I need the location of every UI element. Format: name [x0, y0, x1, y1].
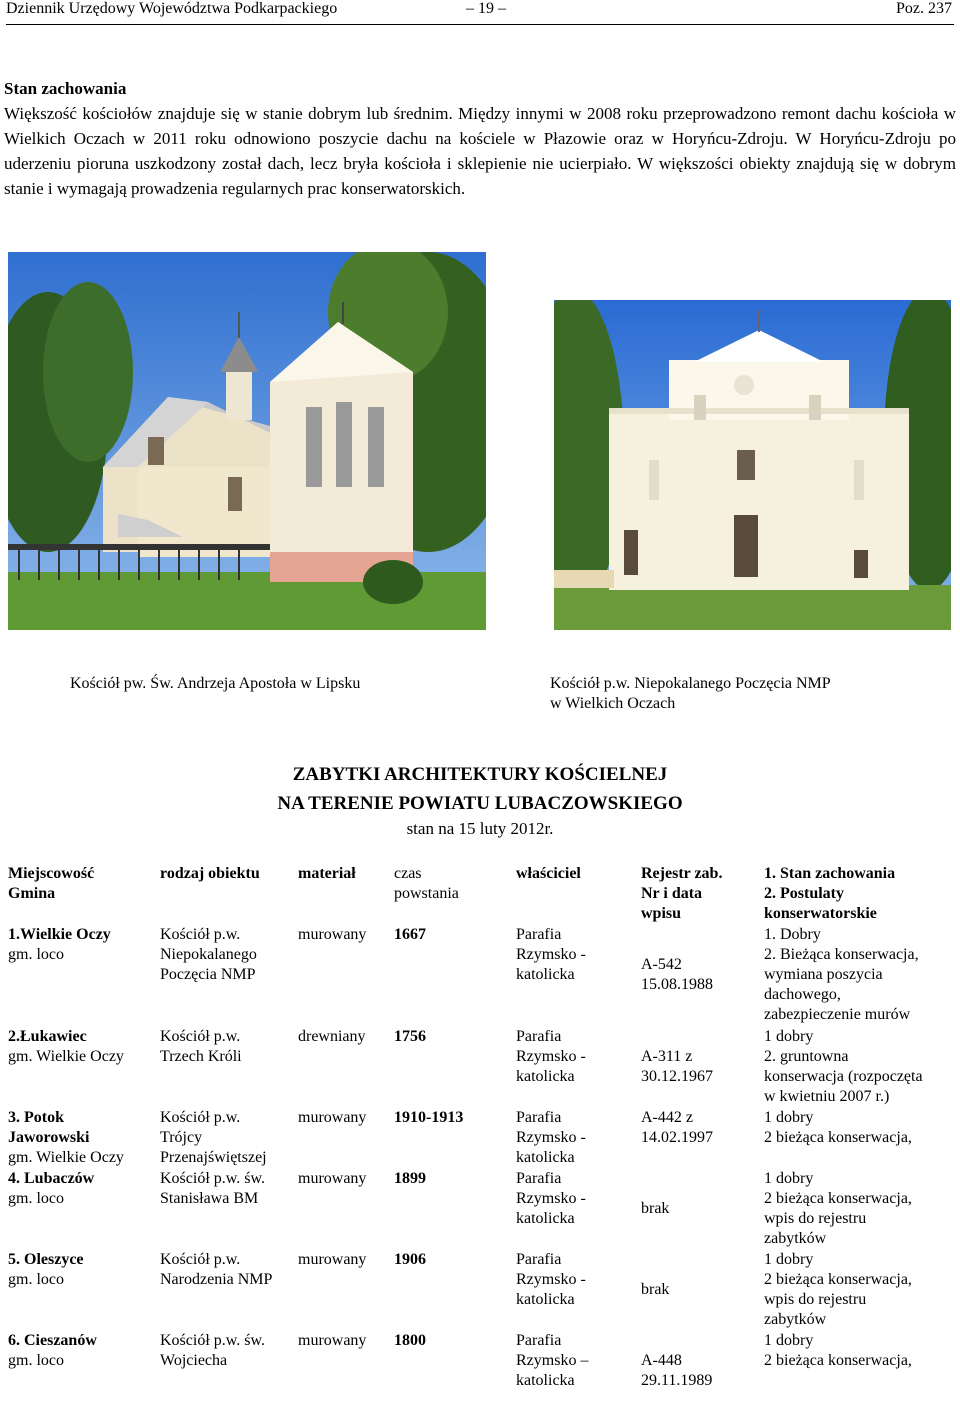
row1-state: 1. Dobry 2. Bieżąca konserwacja, wymiana poszycia dachowego, zabezpieczenie murów — [764, 926, 919, 1023]
church-photo-lipsko — [8, 252, 486, 630]
row2-register: A-311 z 30.12.1967 — [641, 1048, 713, 1085]
row4-year: 1899 — [394, 1170, 426, 1187]
row1-object: Kościół p.w. Niepokalanego Poczęcia NMP — [160, 926, 257, 983]
section-paragraph: Większość kościołów znajduje się w stanie dobrym lub średnim. Między innymi w 2008 roku przeprowadzono remont dachu kościoła w Wielkich Oczach w 2011 roku odnowiono poszycie dachu na kościele w Płazowie oraz w Horyńcu-Zdroju. W Horyńcu-Zdroju po uderzeniu pioruna uszkodzony został dach, lecz bryła kościoła i sklepienie nie ucierpiało. W większości obiekty znajdują się w dobrym stanie i wymagają prowadzenia regularnych prac konserwatorskich. — [4, 104, 956, 198]
row6-state: 1 dobry 2 bieżąca konserwacja, — [764, 1332, 912, 1369]
row2-year: 1756 — [394, 1028, 426, 1045]
row2-place: 2.Łukawiec gm. Wielkie Oczy — [8, 1028, 124, 1065]
header-material: materiał — [298, 865, 356, 882]
row1-material: murowany — [298, 926, 367, 943]
church-photo-wielkie-oczy — [554, 300, 951, 630]
row3-object: Kościół p.w. Trójcy Przenajświętszej — [160, 1109, 267, 1166]
row4-material: murowany — [298, 1170, 367, 1187]
row3-state: 1 dobry 2 bieżąca konserwacja, — [764, 1109, 912, 1146]
left-photo-caption: Kościół pw. Św. Andrzeja Apostoła w Lipsku — [70, 675, 361, 692]
row3-register: A-442 z 14.02.1997 — [641, 1109, 713, 1146]
row4-state: 1 dobry 2 bieżąca konserwacja, wpis do rejestru zabytków — [764, 1170, 912, 1247]
row5-owner: Parafia Rzymsko - katolicka — [516, 1251, 586, 1308]
row1-place: 1.Wielkie Oczy gm. loco — [8, 926, 111, 963]
row4-object: Kościół p.w. św. Stanisława BM — [160, 1170, 266, 1207]
row5-register: brak — [641, 1281, 670, 1298]
row6-owner: Parafia Rzymsko – katolicka — [516, 1332, 589, 1389]
row1-year: 1667 — [394, 926, 426, 943]
title-date: stan na 15 luty 2012r. — [406, 819, 554, 838]
header-object-type: rodzaj obiektu — [160, 865, 260, 882]
row6-register: A-448 29.11.1989 — [641, 1352, 713, 1389]
row3-place: 3. Potok Jaworowski gm. Wielkie Oczy — [8, 1109, 124, 1166]
row6-place: 6. Cieszanów gm. loco — [8, 1332, 97, 1369]
row6-object: Kościół p.w. św. Wojciecha — [160, 1332, 266, 1369]
row4-owner: Parafia Rzymsko - katolicka — [516, 1170, 586, 1227]
header-time: czas powstania — [394, 865, 459, 902]
condition-section — [4, 76, 956, 201]
header-register: Rejestr zab. Nr i data wpisu — [641, 865, 723, 922]
row3-year: 1910-1913 — [394, 1109, 464, 1126]
header-rule — [6, 24, 954, 25]
row5-object: Kościół p.w. Narodzenia NMP — [160, 1251, 273, 1288]
row2-material: drewniany — [298, 1028, 366, 1045]
title-line-1: ZABYTKI ARCHITEKTURY KOŚCIELNEJ — [292, 764, 668, 785]
row2-owner: Parafia Rzymsko - katolicka — [516, 1028, 586, 1085]
row3-material: murowany — [298, 1109, 367, 1126]
row5-year: 1906 — [394, 1251, 426, 1268]
row2-object: Kościół p.w. Trzech Króli — [160, 1028, 242, 1065]
header-owner: właściciel — [516, 865, 581, 882]
row6-year: 1800 — [394, 1332, 426, 1349]
row5-material: murowany — [298, 1251, 367, 1268]
section-heading: Stan zachowania — [4, 79, 127, 98]
header-state: 1. Stan zachowania 2. Postulaty konserwatorskie — [764, 865, 896, 922]
row2-state: 1 dobry 2. gruntowna konserwacja (rozpoczęta w kwietniu 2007 r.) — [764, 1028, 923, 1105]
row3-owner: Parafia Rzymsko - katolicka — [516, 1109, 586, 1166]
row1-register: A-542 15.08.1988 — [641, 956, 713, 993]
row6-material: murowany — [298, 1332, 367, 1349]
header-place: Miejscowość Gmina — [8, 865, 95, 902]
row5-state: 1 dobry 2 bieżąca konserwacja, wpis do rejestru zabytków — [764, 1251, 912, 1328]
page-header — [6, 0, 954, 24]
row1-owner: Parafia Rzymsko - katolicka — [516, 926, 586, 983]
position-number: Poz. 237 — [896, 0, 952, 17]
page-number: – 19 – — [466, 0, 506, 17]
row5-place: 5. Oleszyce gm. loco — [8, 1251, 84, 1288]
row4-place: 4. Lubaczów gm. loco — [8, 1170, 95, 1207]
right-photo-caption-line2: w Wielkich Oczach — [550, 695, 676, 712]
right-photo-caption-line1: Kościół p.w. Niepokalanego Poczęcia NMP — [550, 675, 831, 692]
journal-name: Dziennik Urzędowy Województwa Podkarpackiego — [6, 0, 338, 17]
title-line-2: NA TERENIE POWIATU LUBACZOWSKIEGO — [277, 793, 683, 814]
monuments-title — [0, 760, 960, 840]
row4-register: brak — [641, 1200, 670, 1217]
